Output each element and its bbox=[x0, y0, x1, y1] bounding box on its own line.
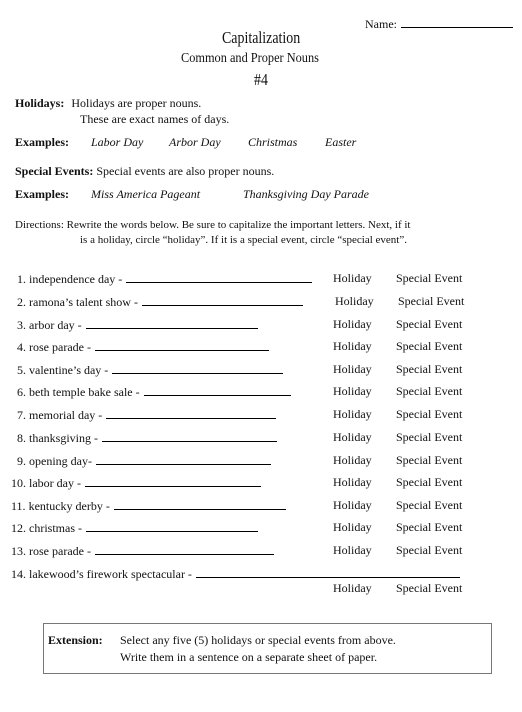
choice-special-event[interactable]: Special Event bbox=[396, 475, 463, 489]
answer-blank[interactable] bbox=[86, 317, 258, 329]
item-number: 2. bbox=[17, 295, 26, 309]
choice-holiday[interactable]: Holiday bbox=[333, 543, 372, 557]
directions-line-1: Directions: Rewrite the words below. Be sure to capitalize the important letters. Next, if it bbox=[15, 219, 411, 231]
item-number: 13. bbox=[11, 544, 26, 558]
examples-label-2: Examples: bbox=[15, 187, 69, 201]
choice-special-event[interactable]: Special Event bbox=[396, 384, 463, 398]
answer-blank[interactable] bbox=[112, 362, 283, 374]
answer-blank[interactable] bbox=[95, 339, 269, 351]
list-item bbox=[17, 430, 277, 446]
choice-special-event[interactable]: Special Event bbox=[396, 581, 463, 595]
item-text: rose parade - bbox=[29, 340, 91, 354]
choice-holiday[interactable]: Holiday bbox=[333, 581, 372, 595]
example-labor-day: Labor Day bbox=[91, 135, 144, 149]
item-number: 3. bbox=[17, 318, 26, 332]
answer-blank[interactable] bbox=[86, 520, 258, 532]
extension-label: Extension: bbox=[48, 633, 103, 647]
name-label: Name: bbox=[365, 17, 397, 31]
list-item bbox=[11, 566, 460, 582]
answer-blank[interactable] bbox=[196, 566, 460, 578]
item-text: valentine’s day - bbox=[29, 363, 109, 377]
list-item bbox=[17, 339, 269, 355]
list-item bbox=[17, 294, 303, 310]
examples-label-1: Examples: bbox=[15, 135, 69, 149]
choice-holiday[interactable]: Holiday bbox=[333, 453, 372, 467]
item-number: 12. bbox=[11, 521, 26, 535]
example-thanksgiving-day-parade: Thanksgiving Day Parade bbox=[243, 187, 369, 201]
item-number: 6. bbox=[17, 385, 26, 399]
item-number: 9. bbox=[17, 454, 26, 468]
list-item bbox=[17, 453, 271, 469]
item-text: arbor day - bbox=[29, 318, 82, 332]
holidays-text-1: Holidays are proper nouns. bbox=[71, 96, 202, 110]
answer-blank[interactable] bbox=[96, 453, 271, 465]
item-number: 8. bbox=[17, 431, 26, 445]
example-easter: Easter bbox=[325, 135, 357, 149]
list-item bbox=[11, 498, 286, 514]
list-item bbox=[17, 362, 283, 378]
list-item bbox=[11, 475, 261, 491]
choice-special-event[interactable]: Special Event bbox=[396, 407, 463, 421]
holidays-text-2: These are exact names of days. bbox=[80, 112, 230, 126]
item-text: opening day- bbox=[29, 454, 92, 468]
choice-holiday[interactable]: Holiday bbox=[333, 339, 372, 353]
item-text: labor day - bbox=[29, 476, 81, 490]
answer-blank[interactable] bbox=[142, 294, 303, 306]
example-arbor-day: Arbor Day bbox=[169, 135, 221, 149]
extension-line-2: Write them in a sentence on a separate sheet of paper. bbox=[120, 650, 378, 664]
item-number: 10. bbox=[11, 476, 26, 490]
item-number: 5. bbox=[17, 363, 26, 377]
item-text: ramona’s talent show - bbox=[29, 295, 138, 309]
special-events-text: Special events are also proper nouns. bbox=[96, 164, 275, 178]
choice-holiday[interactable]: Holiday bbox=[333, 430, 372, 444]
holidays-label: Holidays: bbox=[15, 96, 65, 110]
answer-blank[interactable] bbox=[106, 407, 276, 419]
name-blank-line[interactable] bbox=[401, 15, 513, 28]
item-text: memorial day - bbox=[29, 408, 103, 422]
choice-holiday[interactable]: Holiday bbox=[333, 384, 372, 398]
choice-holiday[interactable]: Holiday bbox=[333, 362, 372, 376]
choice-special-event[interactable]: Special Event bbox=[396, 339, 463, 353]
choice-special-event[interactable]: Special Event bbox=[396, 362, 463, 376]
answer-blank[interactable] bbox=[144, 384, 291, 396]
worksheet-number: #4 bbox=[254, 70, 268, 89]
choice-holiday[interactable]: Holiday bbox=[333, 475, 372, 489]
answer-blank[interactable] bbox=[95, 543, 274, 555]
answer-blank[interactable] bbox=[102, 430, 277, 442]
item-text: rose parade - bbox=[29, 544, 91, 558]
choice-special-event[interactable]: Special Event bbox=[396, 453, 463, 467]
example-christmas: Christmas bbox=[248, 135, 298, 149]
choice-special-event[interactable]: Special Event bbox=[396, 520, 463, 534]
item-text: christmas - bbox=[29, 521, 82, 535]
list-item bbox=[17, 271, 312, 287]
item-number: 7. bbox=[17, 408, 26, 422]
name-field[interactable] bbox=[365, 15, 513, 32]
special-events-label: Special Events: bbox=[15, 164, 94, 178]
directions-line-2: is a holiday, circle “holiday”. If it is a special event, circle “special event”. bbox=[80, 234, 407, 246]
choice-holiday[interactable]: Holiday bbox=[335, 294, 374, 308]
item-text: independence day - bbox=[29, 272, 123, 286]
choice-holiday[interactable]: Holiday bbox=[333, 317, 372, 331]
list-item bbox=[17, 317, 258, 333]
example-miss-america-pageant: Miss America Pageant bbox=[91, 187, 201, 201]
page-title: Capitalization bbox=[222, 28, 301, 47]
choice-special-event[interactable]: Special Event bbox=[396, 271, 463, 285]
item-text: thanksgiving - bbox=[29, 431, 98, 445]
list-item bbox=[11, 520, 258, 536]
item-number: 11. bbox=[11, 499, 26, 513]
choice-special-event[interactable]: Special Event bbox=[396, 430, 463, 444]
choice-special-event[interactable]: Special Event bbox=[398, 294, 465, 308]
choice-holiday[interactable]: Holiday bbox=[333, 498, 372, 512]
item-text: beth temple bake sale - bbox=[29, 385, 140, 399]
answer-blank[interactable] bbox=[114, 498, 286, 510]
list-item bbox=[17, 384, 291, 400]
answer-blank[interactable] bbox=[126, 271, 312, 283]
answer-blank[interactable] bbox=[85, 475, 261, 487]
item-number: 1. bbox=[17, 272, 26, 286]
choice-holiday[interactable]: Holiday bbox=[333, 407, 372, 421]
choice-special-event[interactable]: Special Event bbox=[396, 543, 463, 557]
choice-holiday[interactable]: Holiday bbox=[333, 520, 372, 534]
holidays-definition bbox=[15, 96, 201, 111]
item-number: 14. bbox=[11, 567, 26, 581]
item-text: lakewood’s firework spectacular - bbox=[29, 567, 192, 581]
special-events-definition bbox=[15, 164, 274, 179]
extension-box bbox=[43, 623, 492, 674]
list-item bbox=[17, 407, 276, 423]
list-item bbox=[11, 543, 274, 559]
extension-line-1: Select any five (5) holidays or special events from above. bbox=[120, 633, 396, 647]
choice-holiday[interactable]: Holiday bbox=[333, 271, 372, 285]
page-subtitle: Common and Proper Nouns bbox=[181, 51, 319, 66]
choice-special-event[interactable]: Special Event bbox=[396, 498, 463, 512]
item-text: kentucky derby - bbox=[28, 499, 110, 513]
item-number: 4. bbox=[17, 340, 26, 354]
choice-special-event[interactable]: Special Event bbox=[396, 317, 463, 331]
